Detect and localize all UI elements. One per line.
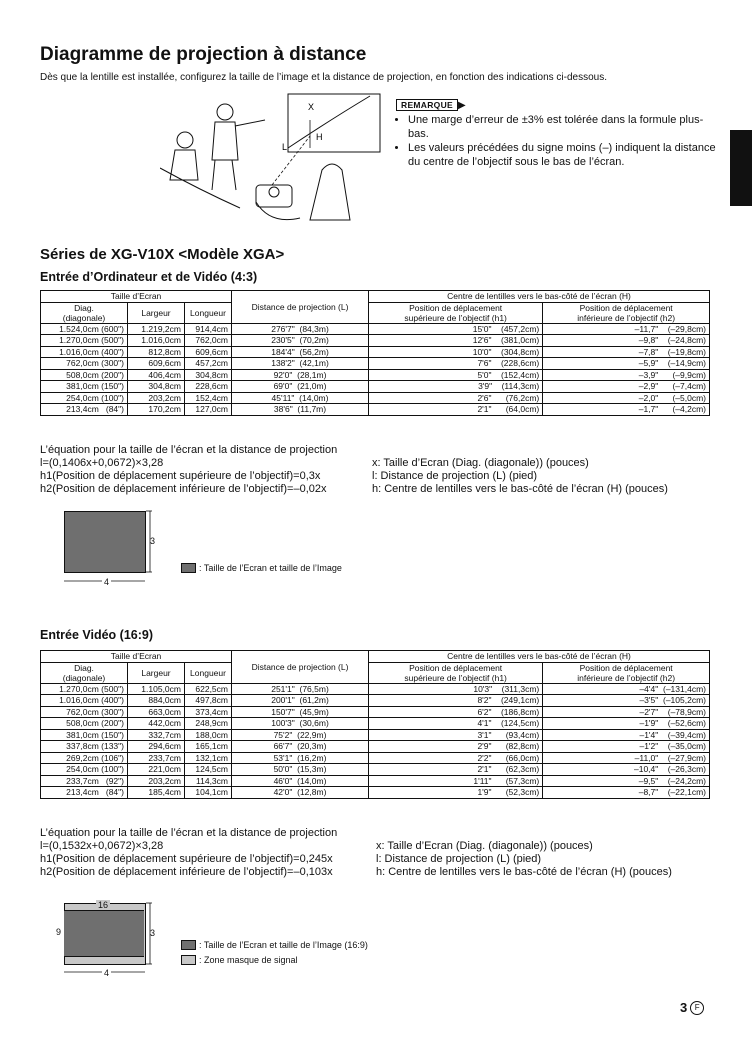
- table-row: [41, 695, 710, 707]
- table-row: [41, 404, 710, 416]
- table-cell: 251'1" (76,5m): [232, 683, 369, 695]
- table-cell: –1'4" (–39,4cm): [543, 729, 710, 741]
- th-center: Centre de lentilles vers le bas-côté de l’écran (H): [369, 651, 710, 663]
- table-cell: 100'3" (30,6m): [232, 718, 369, 730]
- table-cell: 609,6cm: [185, 346, 232, 358]
- table-cell: 2'1" (64,0cm): [369, 404, 543, 416]
- table-cell: –5,9" (–14,9cm): [543, 358, 710, 370]
- table-cell: 508,0cm (200"): [41, 369, 128, 381]
- label-h: H: [316, 132, 323, 142]
- equation-title: L’équation pour la taille de l’écran et la distance de projection: [40, 444, 338, 456]
- table-cell: 5'0" (152,4cm): [369, 369, 543, 381]
- th-lower: Position de déplacement inférieure de l’objectif (h2): [543, 302, 710, 323]
- var-h: h: Centre de lentilles vers le bas-côté de l’écran (H) (pouces): [376, 866, 672, 878]
- diagram-16-label: 16: [98, 900, 109, 910]
- table-cell: 1.016,0cm (400"): [41, 346, 128, 358]
- table-cell: 188,0cm: [185, 729, 232, 741]
- table-cell: 213,4cm (84"): [41, 404, 128, 416]
- table-cell: 1.016,0cm (400"): [41, 695, 128, 707]
- table-cell: 497,8cm: [185, 695, 232, 707]
- remark-box: [396, 99, 716, 169]
- equation-h1: h1(Position de déplacement supérieure de l’objectif)=0,3x: [40, 470, 321, 482]
- table-cell: 2'2" (66,0cm): [369, 752, 543, 764]
- table-cell: 184'4" (56,2m): [232, 346, 369, 358]
- table-cell: 381,0cm (150"): [41, 729, 128, 741]
- label-x: X: [308, 102, 315, 112]
- legend-screen-size: [181, 563, 342, 573]
- table-cell: 1'11" (57,3cm): [369, 775, 543, 787]
- section1-title: Entrée d’Ordinateur et de Vidéo (4:3): [40, 270, 258, 284]
- language-badge: F: [690, 1001, 704, 1015]
- table-cell: 762,0cm (300"): [41, 358, 128, 370]
- table-cell: 622,5cm: [185, 683, 232, 695]
- table-cell: 508,0cm (200"): [41, 718, 128, 730]
- table-cell: 663,0cm: [128, 706, 185, 718]
- legend-screen-size-text: : Taille de l’Ecran et taille de l’Image: [199, 563, 342, 573]
- table-cell: –1'9" (–52,6cm): [543, 718, 710, 730]
- legend-screen-size-16-9-text: : Taille de l’Ecran et taille de l’Image (16:9): [199, 940, 368, 950]
- table-row: [41, 683, 710, 695]
- table-cell: 1.105,0cm: [128, 683, 185, 695]
- table-cell: 165,1cm: [185, 741, 232, 753]
- table-cell: 248,9cm: [185, 718, 232, 730]
- table-16-9: [40, 650, 710, 799]
- table-cell: –2'7" (–78,9cm): [543, 706, 710, 718]
- table-cell: 812,8cm: [128, 346, 185, 358]
- table-row: [41, 358, 710, 370]
- th-height: Longueur: [185, 302, 232, 323]
- remark-item: • Une marge d’erreur de ±3% est tolérée dans la formule plus-bas.: [408, 113, 716, 141]
- table-cell: 1.016,0cm: [128, 335, 185, 347]
- table-cell: 406,4cm: [128, 369, 185, 381]
- table-row: [41, 787, 710, 799]
- table-cell: 304,8cm: [128, 381, 185, 393]
- table-cell: –11,0" (–27,9cm): [543, 752, 710, 764]
- table-cell: 132,1cm: [185, 752, 232, 764]
- diagram-9-label: 9: [56, 927, 62, 937]
- equation-title: L’équation pour la taille de l’écran et la distance de projection: [40, 827, 338, 839]
- table-cell: 4'1" (124,5cm): [369, 718, 543, 730]
- legend-screen-size-16-9: [181, 940, 368, 950]
- intro-text: Dès que la lentille est installée, configurez la taille de l’image et la distance de projection, en fonction des indications ci-dessous.: [40, 72, 607, 83]
- table-row: [41, 335, 710, 347]
- th-diag: Diag. (diagonale): [41, 302, 128, 323]
- diagram-dimension-lines: [60, 505, 160, 585]
- diagram-width-label: 4: [104, 577, 110, 587]
- var-x: x: Taille d’Ecran (Diag. (diagonale)) (pouces): [372, 457, 589, 469]
- page-number: [680, 1000, 704, 1015]
- table-cell: 114,3cm: [185, 775, 232, 787]
- equation-h2: h2(Position de déplacement inférieure de l’objectif)=–0,103x: [40, 866, 333, 878]
- table-cell: 233,7cm: [128, 752, 185, 764]
- table-cell: 337,8cm (133"): [41, 741, 128, 753]
- th-lower: Position de déplacement inférieure de l’objectif (h2): [543, 662, 710, 683]
- swatch-light: [181, 955, 196, 965]
- table-cell: 203,2cm: [128, 392, 185, 404]
- th-screen-size: Taille d’Ecran: [41, 291, 232, 303]
- remark-arrow-icon: ▶: [458, 100, 466, 111]
- table-cell: 10'0" (304,8cm): [369, 346, 543, 358]
- table-cell: 150'7" (45,9m): [232, 706, 369, 718]
- table-cell: 69'0" (21,0m): [232, 381, 369, 393]
- table-cell: 221,0cm: [128, 764, 185, 776]
- legend-mask: [181, 955, 298, 965]
- table-cell: –2,0" (–5,0cm): [543, 392, 710, 404]
- table-cell: 332,7cm: [128, 729, 185, 741]
- table-cell: 15'0" (457,2cm): [369, 323, 543, 335]
- table-cell: 269,2cm (106"): [41, 752, 128, 764]
- table-row: [41, 706, 710, 718]
- table-cell: 1'9" (52,3cm): [369, 787, 543, 799]
- table-cell: 2'9" (82,8cm): [369, 741, 543, 753]
- table-cell: 53'1" (16,2m): [232, 752, 369, 764]
- table-cell: 12'6" (381,0cm): [369, 335, 543, 347]
- table-cell: 127,0cm: [185, 404, 232, 416]
- table-cell: 8'2" (249,1cm): [369, 695, 543, 707]
- table-row: [41, 369, 710, 381]
- table-cell: 2'6" (76,2cm): [369, 392, 543, 404]
- th-width: Largeur: [128, 302, 185, 323]
- table-cell: –2,9" (–7,4cm): [543, 381, 710, 393]
- equation-l: l=(0,1406x+0,0672)×3,28: [40, 457, 164, 469]
- table-cell: 92'0" (28,1m): [232, 369, 369, 381]
- table-row: [41, 752, 710, 764]
- th-distance: Distance de projection (L): [232, 291, 369, 324]
- table-row: [41, 741, 710, 753]
- equation-h1: h1(Position de déplacement supérieure de l’objectif)=0,245x: [40, 853, 333, 865]
- table-cell: 381,0cm (150"): [41, 381, 128, 393]
- table-cell: –1'2" (–35,0cm): [543, 741, 710, 753]
- table-cell: 304,8cm: [185, 369, 232, 381]
- table-cell: 200'1" (61,2m): [232, 695, 369, 707]
- table-row: [41, 346, 710, 358]
- table-cell: 45'11" (14,0m): [232, 392, 369, 404]
- table-cell: 233,7cm (92"): [41, 775, 128, 787]
- table-4-3: [40, 290, 710, 416]
- th-diag: Diag. (diagonale): [41, 662, 128, 683]
- var-h: h: Centre de lentilles vers le bas-côté de l’écran (H) (pouces): [372, 483, 668, 495]
- remark-list: [396, 113, 716, 169]
- table-cell: –8,7" (–22,1cm): [543, 787, 710, 799]
- legend-mask-text: : Zone masque de signal: [199, 955, 298, 965]
- label-l: L: [282, 142, 288, 152]
- table-cell: 2'1" (62,3cm): [369, 764, 543, 776]
- equation-l: l=(0,1532x+0,0672)×3,28: [40, 840, 164, 852]
- swatch-dark: [181, 940, 196, 950]
- th-upper: Position de déplacement supérieure de l’objectif (h1): [369, 302, 543, 323]
- diagram-4-label: 4: [104, 968, 110, 978]
- series-title: Séries de XG-V10X <Modèle XGA>: [40, 246, 285, 263]
- table-cell: 457,2cm: [185, 358, 232, 370]
- page-number-text: 3: [680, 1000, 688, 1015]
- table-cell: 228,6cm: [185, 381, 232, 393]
- table-cell: 46'0" (14,0m): [232, 775, 369, 787]
- table-cell: 254,0cm (100"): [41, 764, 128, 776]
- table-cell: 442,0cm: [128, 718, 185, 730]
- table-cell: –3,9" (–9,9cm): [543, 369, 710, 381]
- page-title: Diagramme de projection à distance: [40, 44, 367, 65]
- table-cell: 609,6cm: [128, 358, 185, 370]
- table-cell: 3'9" (114,3cm): [369, 381, 543, 393]
- table-cell: 294,6cm: [128, 741, 185, 753]
- table-cell: 6'2" (186,8cm): [369, 706, 543, 718]
- th-distance: Distance de projection (L): [232, 651, 369, 684]
- table-cell: 213,4cm (84"): [41, 787, 128, 799]
- table-cell: 203,2cm: [128, 775, 185, 787]
- table-cell: 152,4cm: [185, 392, 232, 404]
- table-row: [41, 718, 710, 730]
- table-cell: 170,2cm: [128, 404, 185, 416]
- th-center: Centre de lentilles vers le bas-côté de l’écran (H): [369, 291, 710, 303]
- table-cell: 1.219,2cm: [128, 323, 185, 335]
- table-row: [41, 764, 710, 776]
- remark-item: • Les valeurs précédées du signe moins (–) indiquent la distance du centre de l’objectif sous le bas de l’écran.: [408, 141, 716, 169]
- table-cell: 185,4cm: [128, 787, 185, 799]
- table-cell: 38'6" (11,7m): [232, 404, 369, 416]
- equation-h2: h2(Position de déplacement inférieure de l’objectif)=–0,02x: [40, 483, 327, 495]
- table-cell: –1,7" (–4,2cm): [543, 404, 710, 416]
- table-row: [41, 381, 710, 393]
- table-cell: 1.524,0cm (600"): [41, 323, 128, 335]
- table-cell: 230'5" (70,2m): [232, 335, 369, 347]
- th-upper: Position de déplacement supérieure de l’objectif (h1): [369, 662, 543, 683]
- var-l: l: Distance de projection (L) (pied): [372, 470, 538, 482]
- table-cell: 884,0cm: [128, 695, 185, 707]
- table-cell: 276'7" (84,3m): [232, 323, 369, 335]
- table-cell: 50'0" (15,3m): [232, 764, 369, 776]
- remark-tag: REMARQUE: [396, 99, 458, 111]
- table-cell: 75'2" (22,9m): [232, 729, 369, 741]
- equation-block-1: [40, 444, 337, 496]
- table-cell: 7'6" (228,6cm): [369, 358, 543, 370]
- table-cell: –9,5" (–24,2cm): [543, 775, 710, 787]
- table-row: [41, 775, 710, 787]
- table-cell: 254,0cm (100"): [41, 392, 128, 404]
- diagram-3-label: 3: [150, 928, 156, 938]
- th-width: Largeur: [128, 662, 185, 683]
- table-cell: 373,4cm: [185, 706, 232, 718]
- projection-illustration: [160, 90, 390, 230]
- table-cell: –11,7" (–29,8cm): [543, 323, 710, 335]
- table-cell: 914,4cm: [185, 323, 232, 335]
- table-cell: –7,8" (–19,8cm): [543, 346, 710, 358]
- table-cell: 124,5cm: [185, 764, 232, 776]
- section2-title: Entrée Vidéo (16:9): [40, 628, 154, 642]
- equation-block-2: [40, 827, 337, 879]
- var-x: x: Taille d’Ecran (Diag. (diagonale)) (pouces): [376, 840, 593, 852]
- table-cell: 762,0cm (300"): [41, 706, 128, 718]
- table-cell: 104,1cm: [185, 787, 232, 799]
- table-cell: 138'2" (42,1m): [232, 358, 369, 370]
- table-cell: –9,8" (–24,8cm): [543, 335, 710, 347]
- table-cell: 42'0" (12,8m): [232, 787, 369, 799]
- diagram-height-label: 3: [150, 536, 156, 546]
- section-tab-marker: [730, 130, 752, 206]
- table-cell: 1.270,0cm (500"): [41, 683, 128, 695]
- table-row: [41, 323, 710, 335]
- table-cell: –3'5" (–105,2cm): [543, 695, 710, 707]
- th-height: Longueur: [185, 662, 232, 683]
- table-cell: –10,4" (–26,3cm): [543, 764, 710, 776]
- swatch-dark: [181, 563, 196, 573]
- table-cell: 10'3" (311,3cm): [369, 683, 543, 695]
- table-cell: –4'4" (–131,4cm): [543, 683, 710, 695]
- variables-block-1: [372, 457, 668, 496]
- var-l: l: Distance de projection (L) (pied): [376, 853, 542, 865]
- table-row: [41, 729, 710, 741]
- table-cell: 66'7" (20,3m): [232, 741, 369, 753]
- table-cell: 3'1" (93,4cm): [369, 729, 543, 741]
- variables-block-2: [376, 840, 672, 879]
- table-cell: 1.270,0cm (500"): [41, 335, 128, 347]
- diagram-dimension-lines-2: [60, 898, 160, 978]
- table-cell: 762,0cm: [185, 335, 232, 347]
- table-row: [41, 392, 710, 404]
- th-screen-size: Taille d’Ecran: [41, 651, 232, 663]
